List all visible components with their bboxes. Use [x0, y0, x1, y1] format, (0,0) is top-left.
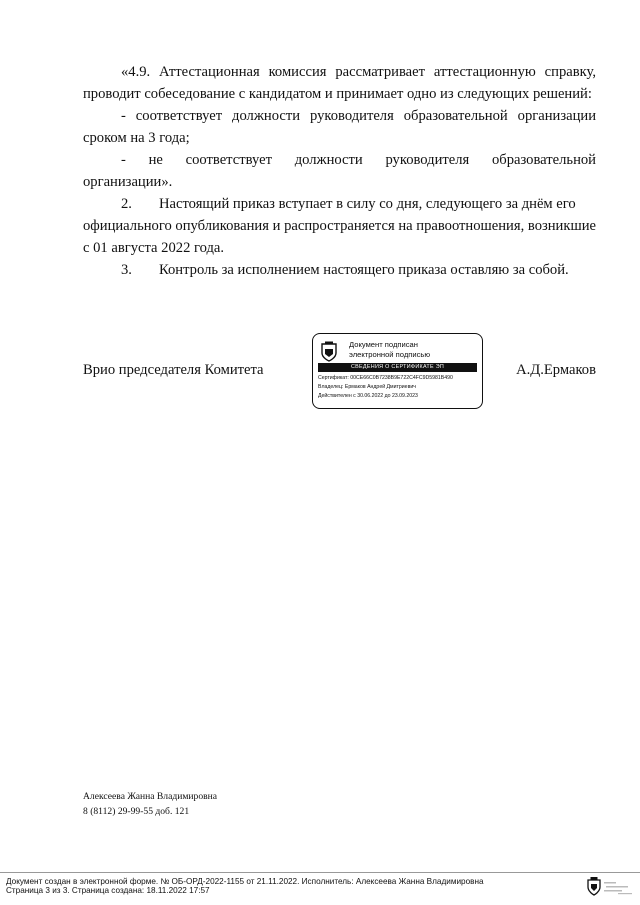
word: руководителя: [385, 152, 470, 168]
coat-of-arms-icon: [319, 341, 339, 363]
footer-divider: [0, 872, 640, 873]
document-body: [83, 61, 596, 281]
item-number: 2.: [121, 196, 132, 212]
word: должности: [294, 152, 363, 168]
word: соответствует: [185, 152, 272, 168]
certificate-info-bar: СВЕДЕНИЯ О СЕРТИФИКАТЕ ЭП: [318, 363, 477, 372]
paragraph-corresponds: - соответствует должности руководителя образовательной организации сроком на 3 года;: [83, 108, 596, 146]
signatory-role: Врио председателя Комитета: [83, 362, 264, 378]
certificate-validity: Действителен с 30.06.2022 до 23.09.2023: [318, 393, 418, 399]
stamp-title: [349, 340, 430, 360]
item-text: Настоящий приказ вступает в силу со дня, следующего за днём его: [159, 196, 576, 212]
item-number: 3.: [121, 262, 132, 278]
footer-page-info: Страница 3 из 3. Страница создана: 18.11.2022 17:57: [6, 886, 210, 895]
paragraph-4-9: «4.9. Аттестационная комиссия рассматривает аттестационную справку, проводит собеседование с кандидатом и принимает одно из следующих решений:: [83, 64, 596, 102]
paragraph-not-corresponds: [121, 149, 596, 171]
stamp-title-line1: Документ подписан: [349, 340, 418, 349]
item-text: Контроль за исполнением настоящего приказа оставляю за собой.: [159, 262, 569, 278]
certificate-owner: Владелец: Ермаков Андрей Дмитриевич: [318, 384, 416, 390]
footer-document-info: Документ создан в электронной форме. № ОБ-ОРД-2022-1155 от 21.11.2022. Исполнитель: Алексеева Жанна Владимировна: [6, 877, 484, 886]
paragraph-not-corresponds-end: организации».: [83, 174, 173, 190]
certificate-number: Сертификат: 00CE66C0B7238B9E722C4FC9D5981B490: [318, 375, 453, 381]
item-2: [121, 193, 596, 215]
word: образовательной: [492, 152, 596, 168]
signatory-name: А.Д.Ермаков: [516, 362, 596, 378]
executor-block: [83, 789, 217, 819]
item-2-continuation: официального опубликования и распространяется на правоотношения, возникшие с 01 августа 2022 года.: [83, 218, 596, 256]
word: -: [121, 152, 126, 168]
electronic-signature-stamp: [312, 333, 483, 409]
executor-name: Алексеева Жанна Владимировна: [83, 791, 218, 802]
stamp-title-line2: электронной подписью: [349, 350, 431, 359]
coat-of-arms-icon: [586, 876, 602, 896]
page-footer: [6, 877, 484, 895]
watermark-icon: [604, 881, 634, 895]
word: не: [148, 152, 163, 168]
executor-phone: 8 (8112) 29-99-55 доб. 121: [83, 806, 190, 817]
item-3: [121, 259, 596, 281]
